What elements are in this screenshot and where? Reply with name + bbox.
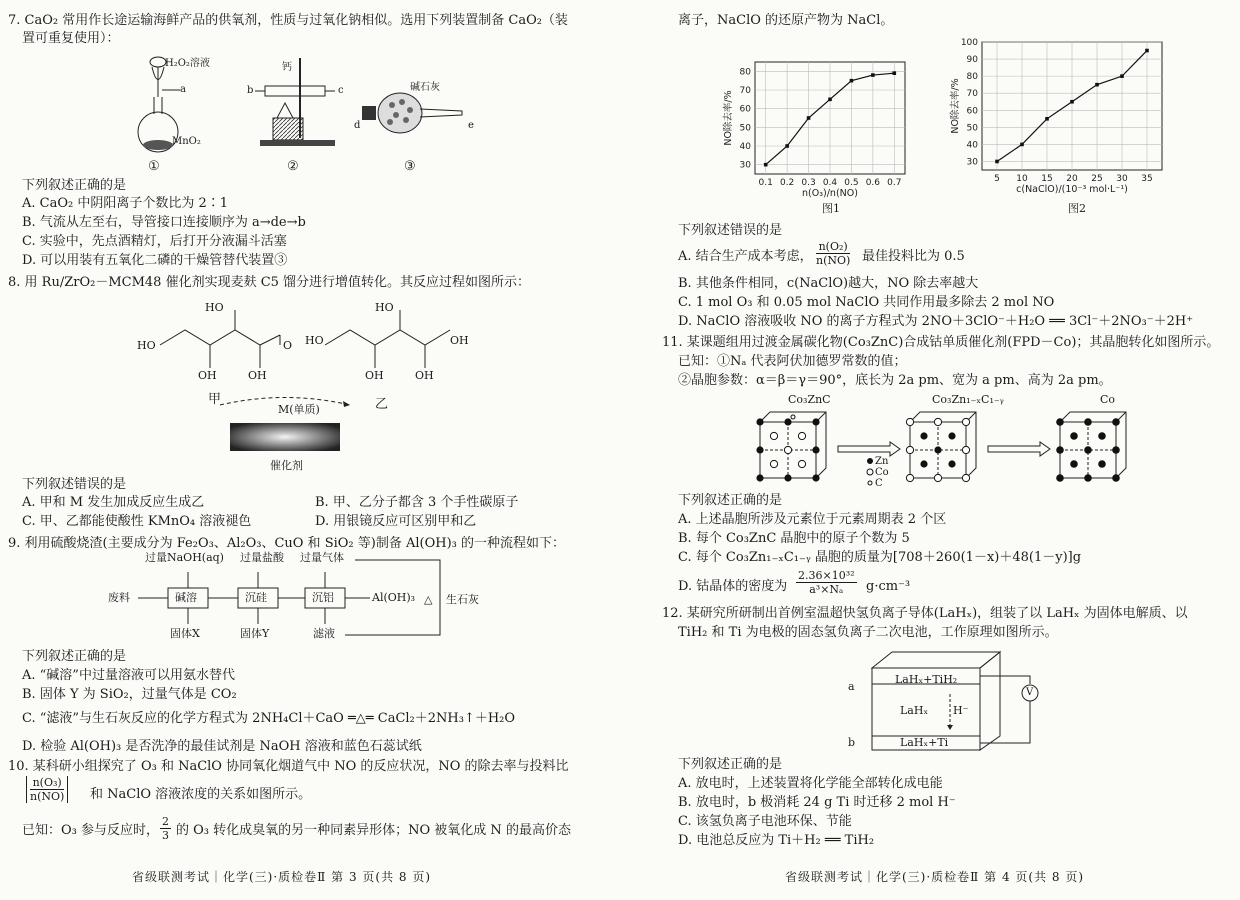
q9-option-b: B. 固体 Y 为 SiO₂，过量气体是 CO₂ [22, 687, 237, 702]
legend-zn: Zn [875, 456, 889, 467]
q9-stem: 9. 利用硫酸烧渣(主要成分为 Fe₂O₃、Al₂O₃、CuO 和 SiO₂ 等)制备 Al(OH)₃ 的一种流程如下： [8, 536, 565, 551]
y-tick-label: 90 [966, 55, 978, 66]
atom-co [962, 418, 969, 425]
app2-label-b: b [247, 85, 254, 96]
y-tick-label: 80 [739, 67, 751, 78]
atom-co [1056, 474, 1064, 482]
atom-co [798, 432, 805, 439]
atom-co [798, 460, 805, 467]
y-tick-label: 50 [739, 123, 751, 134]
flow-reagent-hcl: 过量盐酸 [240, 551, 284, 564]
y-tick-label: 30 [966, 157, 978, 168]
batt-layer-top: LaHₓ+TiH₂ [895, 673, 958, 686]
y-axis-label: NO除去率/% [950, 78, 961, 134]
q7-option-a: A. CaO₂ 中阴阳离子个数比为 2∶1 [22, 196, 229, 211]
flow-solid-x: 固体X [170, 627, 200, 640]
cell-co [1056, 412, 1126, 482]
q9-option-d: D. 检验 Al(OH)₃ 是否洗净的最佳试剂是 NaOH 溶液和蓝色石蕊试纸 [22, 739, 422, 754]
data-point [764, 163, 768, 167]
data-point [1020, 143, 1024, 147]
batt-label-a: a [848, 680, 855, 693]
atom-co [934, 418, 941, 425]
y-tick-label: 70 [966, 89, 978, 100]
q11-known-1: 已知：①Nₐ 代表阿伏加德罗常数的值； [678, 354, 907, 369]
q10-option-c: C. 1 mol O₃ 和 0.05 mol NaClO 共同作用最多除去 2 mol NO [678, 295, 1055, 310]
flow-box-silicon: 沉硅 [245, 591, 267, 604]
q8-option-a: A. 甲和 M 发生加成反应生成乙 [22, 495, 205, 510]
atom-co [1084, 474, 1092, 482]
q7-prompt: 下列叙述正确的是 [22, 178, 127, 193]
flow-filtrate: 滤液 [313, 627, 335, 640]
q10-stem-line2: 和 NaClO 溶液浓度的关系如图所示。 [90, 787, 312, 802]
atom-zn [756, 418, 763, 425]
app3-label-e: e [468, 120, 474, 131]
atom-zn [784, 418, 791, 425]
cell-co3zn1xc1y [906, 412, 976, 482]
x-tick-label: 0.2 [779, 178, 795, 188]
chart-fig1 [715, 40, 945, 210]
y-tick-label: 60 [739, 104, 751, 115]
batt-ion-label: H⁻ [953, 704, 969, 717]
app2-label-ca: 钙 [282, 62, 292, 73]
flow-reagent-gas: 过量气体 [300, 551, 344, 564]
atom-zn [756, 474, 763, 481]
flow-product: Al(OH)₃ [372, 591, 416, 604]
right-page [620, 0, 1240, 900]
data-point [1070, 100, 1074, 104]
mol-b-oh-1: OH [365, 369, 384, 382]
q8-label-catalyst: 催化剂 [270, 459, 303, 472]
flow-heat: △ [424, 593, 433, 606]
q11-density-fraction [796, 569, 857, 596]
x-tick-label: 15 [1041, 174, 1053, 184]
data-point [850, 79, 854, 83]
atom-co [1084, 418, 1092, 426]
app3-number: ③ [404, 159, 416, 174]
x-tick-label: 0.4 [822, 178, 838, 188]
q8-stem: 8. 用 Ru/ZrO₂－MCM48 催化剂实现麦麸 C5 馏分进行增值转化。其反应过程如图所示： [8, 275, 531, 290]
data-point [785, 144, 789, 148]
x-axis-label: c(NaClO)/(10⁻³ mol·L⁻¹) [1016, 184, 1128, 195]
atom-zn [812, 418, 819, 425]
flow-box-alkali: 碱溶 [175, 591, 197, 604]
q7-stem-line1: 7. CaO₂ 常用作长途运输海鲜产品的供氧剂，性质与过氧化钠相似。选用下列装置制备 CaO₂（装 [8, 13, 568, 28]
atom-zn [948, 460, 955, 467]
mol-a-ho-top: HO [205, 301, 224, 314]
y-tick-label: 40 [739, 142, 751, 152]
q8-option-c: C. 甲、乙都能使酸性 KMnO₄ 溶液褪色 [22, 514, 252, 529]
q10-ratio-num: n(O₃) [30, 776, 64, 790]
flow-start-waste: 废料 [108, 591, 130, 604]
q9-flowchart [100, 550, 480, 650]
x-tick-label: 10 [1016, 174, 1028, 184]
q10-ratio-bracket [26, 776, 68, 803]
q11-prompt: 下列叙述正确的是 [678, 493, 783, 508]
q11-known-2: ②晶胞参数：α＝β＝γ＝90°，底长为 2a pm、宽为 a pm、高为 2a pm。 [678, 373, 1112, 388]
chart-fig2 [940, 30, 1240, 210]
q11-option-c: C. 每个 Co₃Zn₁₋ₓC₁₋ᵧ 晶胞的质量为[708＋260(1－x)＋48(1－y)]g [678, 550, 1082, 565]
atom-zn [812, 446, 819, 453]
data-point [892, 71, 896, 75]
flow-box-aluminum: 沉铝 [312, 591, 334, 604]
batt-layer-mid: LaHₓ [900, 704, 929, 717]
app1-number: ① [148, 159, 160, 174]
atom-co [1056, 418, 1064, 426]
x-tick-label: 5 [994, 174, 1000, 184]
data-point [1120, 74, 1124, 78]
q10-two-thirds [160, 815, 171, 842]
q9-option-a: A. “碱溶”中过量溶液可以用氨水替代 [22, 668, 235, 683]
atom-zn [756, 446, 763, 453]
mol-b-oh-end: OH [450, 334, 469, 347]
q10-stem-line3-a: 已知：O₃ 参与反应时， [22, 823, 160, 838]
atom-co [1112, 446, 1120, 454]
x-axis-label: n(O₃)/n(NO) [802, 188, 858, 199]
q8-option-d: D. 用银镜反应可区别甲和乙 [315, 514, 477, 529]
q10-ratio-den: n(NO) [30, 790, 65, 803]
y-tick-label: 40 [966, 140, 978, 151]
cell-co3znc [756, 412, 826, 482]
q11-density-den: a³×Nₐ [809, 583, 844, 596]
mol-b-ho-left: HO [305, 334, 324, 347]
mol-a-oh-2: OH [248, 369, 267, 382]
mol-b-ho-top: HO [375, 301, 394, 314]
q10-option-a-num: n(O₂) [816, 240, 850, 254]
q8-label-yi: 乙 [375, 397, 389, 412]
legend-marker-c [868, 481, 872, 485]
data-point [807, 116, 811, 120]
q12-battery-diagram [860, 648, 1060, 753]
q10-option-b: B. 其他条件相同，c(NaClO)越大，NO 除去率越大 [678, 276, 979, 291]
atom-co [906, 418, 913, 425]
q11-option-a: A. 上述晶胞所涉及元素位于元素周期表 2 个区 [678, 512, 947, 527]
left-footer: 省级联测考试｜化学(三)·质检卷Ⅱ 第 3 页(共 8 页) [132, 870, 432, 884]
arrow-right-icon [838, 442, 900, 456]
q10-stem-line1: 10. 某科研小组探究了 O₃ 和 NaClO 协同氧化烟道气中 NO 的反应状况，NO 的除去率与投料比 [8, 759, 569, 774]
mol-a-ho-left: HO [137, 339, 156, 352]
q10-frac-den: 3 [162, 829, 169, 842]
x-tick-label: 0.7 [887, 178, 902, 188]
cell2-label: Co₃Zn₁₋ₓC₁₋ᵧ [932, 393, 1004, 406]
q8-option-b: B. 甲、乙分子都含 3 个手性碳原子 [315, 495, 519, 510]
atom-zn [934, 446, 941, 453]
q11-option-d-text: D. 钴晶体的密度为 [678, 579, 788, 594]
x-tick-label: 0.3 [801, 178, 816, 188]
x-tick-label: 30 [1116, 174, 1128, 184]
apparatus-2-tube-heater [255, 58, 345, 158]
atom-co [962, 474, 969, 481]
atom-co [906, 474, 913, 481]
q10-prompt: 下列叙述错误的是 [678, 223, 783, 238]
legend-co: Co [875, 467, 889, 478]
data-point [995, 160, 999, 164]
atom-zn [784, 474, 791, 481]
atom-co [906, 446, 913, 453]
apparatus-3-drying-tube [362, 90, 482, 150]
q10-continued-line: 离子，NaClO 的还原产物为 NaCl。 [678, 13, 894, 28]
q11-stem: 11. 某课题组用过渡金属碳化物(Co₃ZnC)合成钴单质催化剂(FPD－Co)；其晶胞转化如图所示。 [662, 335, 1220, 350]
q12-stem-line2: TiH₂ 和 Ti 为电极的固态氢负离子二次电池，工作原理如图所示。 [678, 625, 1058, 640]
y-tick-label: 60 [966, 106, 978, 117]
fig1-caption: 图1 [822, 202, 840, 215]
q10-option-a-text: A. 结合生产成本考虑， [678, 249, 813, 264]
x-tick-label: 0.6 [865, 178, 881, 188]
q11-crystal-cells [760, 406, 1210, 492]
q12-option-d: D. 电池总反应为 Ti＋H₂ ══ TiH₂ [678, 833, 875, 848]
atom-co [1098, 460, 1106, 468]
arrow-right-icon [988, 442, 1050, 456]
q11-density-num: 2.36×10³² [798, 569, 855, 582]
q11-option-b: B. 每个 Co₃ZnC 晶胞中的原子个数为 5 [678, 531, 910, 546]
atom-co [1056, 446, 1064, 454]
atom-co [1084, 446, 1092, 454]
q7-option-b: B. 气流从左至右，导管接口连接顺序为 a→de→b [22, 215, 306, 230]
batt-layer-bot: LaHₓ+Ti [900, 736, 949, 749]
flow-solid-y: 固体Y [240, 627, 270, 640]
q8-label-m: M(单质) [278, 403, 320, 416]
data-point [828, 98, 832, 102]
mol-a-oh-1: OH [198, 369, 217, 382]
data-point [1095, 83, 1099, 87]
legend-c: C [875, 478, 883, 489]
atom-co [962, 446, 969, 453]
atom-zn [920, 432, 927, 439]
q8-label-jia: 甲 [208, 392, 222, 407]
data-point [1145, 49, 1149, 53]
atom-co [770, 460, 777, 467]
legend-marker-zn [867, 458, 873, 464]
q10-option-a-fraction [816, 240, 850, 267]
app2-label-c: c [338, 85, 344, 96]
q7-option-c: C. 实验中，先点酒精灯，后打开分液漏斗活塞 [22, 234, 287, 249]
voltmeter-icon: V [1026, 687, 1034, 698]
q9-prompt: 下列叙述正确的是 [22, 649, 127, 664]
atom-co [1098, 432, 1106, 440]
y-axis-label: NO除去率/% [723, 90, 734, 146]
q8-prompt: 下列叙述错误的是 [22, 477, 127, 492]
q10-option-d: D. NaClO 溶液吸收 NO 的离子方程式为 2NO＋3ClO⁻＋H₂O ══ 3Cl⁻＋2NO₃⁻＋2H⁺ [678, 314, 1194, 329]
x-tick-label: 0.1 [758, 178, 773, 188]
q12-prompt: 下列叙述正确的是 [678, 757, 783, 772]
q10-option-a-den: n(NO) [816, 254, 851, 267]
atom-co [770, 432, 777, 439]
q12-stem-line1: 12. 某研究所研制出首例室温超快氢负离子导体(LaHₓ)，组装了以 LaHₓ 为固体电解质、以 [662, 606, 1188, 621]
right-footer: 省级联测考试｜化学(三)·质检卷Ⅱ 第 4 页(共 8 页) [785, 870, 1085, 884]
app3-label-d: d [354, 120, 361, 131]
app2-number: ② [287, 159, 299, 174]
atom-zn [920, 460, 927, 467]
y-tick-label: 100 [960, 38, 978, 48]
atom-co [784, 446, 791, 453]
q7-stem-line2: 置可重复使用）： [22, 31, 120, 46]
app1-label-h2o2: H₂O₂溶液 [165, 58, 210, 69]
q11-option-d-unit: g·cm⁻³ [866, 579, 911, 594]
app3-label-sodalime: 碱石灰 [410, 82, 440, 93]
q10-option-a-tail: 最佳投料比为 0.5 [862, 249, 965, 264]
atom-co [1112, 474, 1120, 482]
fig2-caption: 图2 [1068, 202, 1086, 215]
batt-label-b: b [848, 736, 856, 749]
q12-option-c: C. 该氢负离子电池环保、节能 [678, 814, 852, 829]
q10-ratio-fraction [30, 776, 64, 803]
q10-stem-line3-b: 的 O₃ 转化成臭氧的另一种同素异形体；NO 被氧化成 N 的最高价态 [176, 823, 571, 838]
cell1-label: Co₃ZnC [788, 393, 831, 406]
x-tick-label: 20 [1066, 174, 1078, 184]
flow-quicklime: 生石灰 [446, 593, 479, 606]
y-tick-label: 80 [966, 72, 978, 83]
x-tick-label: 0.5 [844, 178, 859, 188]
q7-option-d: D. 可以用装有五氧化二磷的干燥管替代装置③ [22, 253, 288, 268]
atom-co [1070, 460, 1078, 468]
q9-option-c: C. “滤液”与生石灰反应的化学方程式为 2NH₄Cl＋CaO ═△═ CaCl₂＋2NH₃↑＋H₂O [22, 711, 516, 726]
atom-c [791, 415, 795, 419]
x-tick-label: 35 [1141, 174, 1153, 184]
app1-label-mno2: MnO₂ [172, 136, 201, 147]
mol-b-oh-2: OH [415, 369, 434, 382]
app1-label-a: a [180, 84, 186, 95]
q10-frac-num: 2 [162, 815, 169, 828]
y-tick-label: 70 [739, 86, 751, 96]
mol-a-o: O [283, 339, 293, 352]
atom-co [1112, 418, 1120, 426]
q12-option-b: B. 放电时，b 极消耗 24 g Ti 时迁移 2 mol H⁻ [678, 795, 956, 810]
q12-option-a: A. 放电时，上述装置将化学能全部转化成电能 [678, 776, 943, 791]
atom-co [1070, 432, 1078, 440]
data-point [871, 73, 875, 77]
legend-marker-co [867, 469, 873, 475]
cell3-label: Co [1100, 393, 1116, 406]
atom-co [934, 474, 941, 481]
flow-reagent-naoh: 过量NaOH(aq) [145, 551, 224, 564]
y-tick-label: 50 [966, 123, 978, 134]
atom-zn [812, 474, 819, 481]
atom-zn [948, 432, 955, 439]
x-tick-label: 25 [1091, 174, 1103, 184]
data-point [1045, 117, 1049, 121]
y-tick-label: 30 [739, 160, 751, 171]
